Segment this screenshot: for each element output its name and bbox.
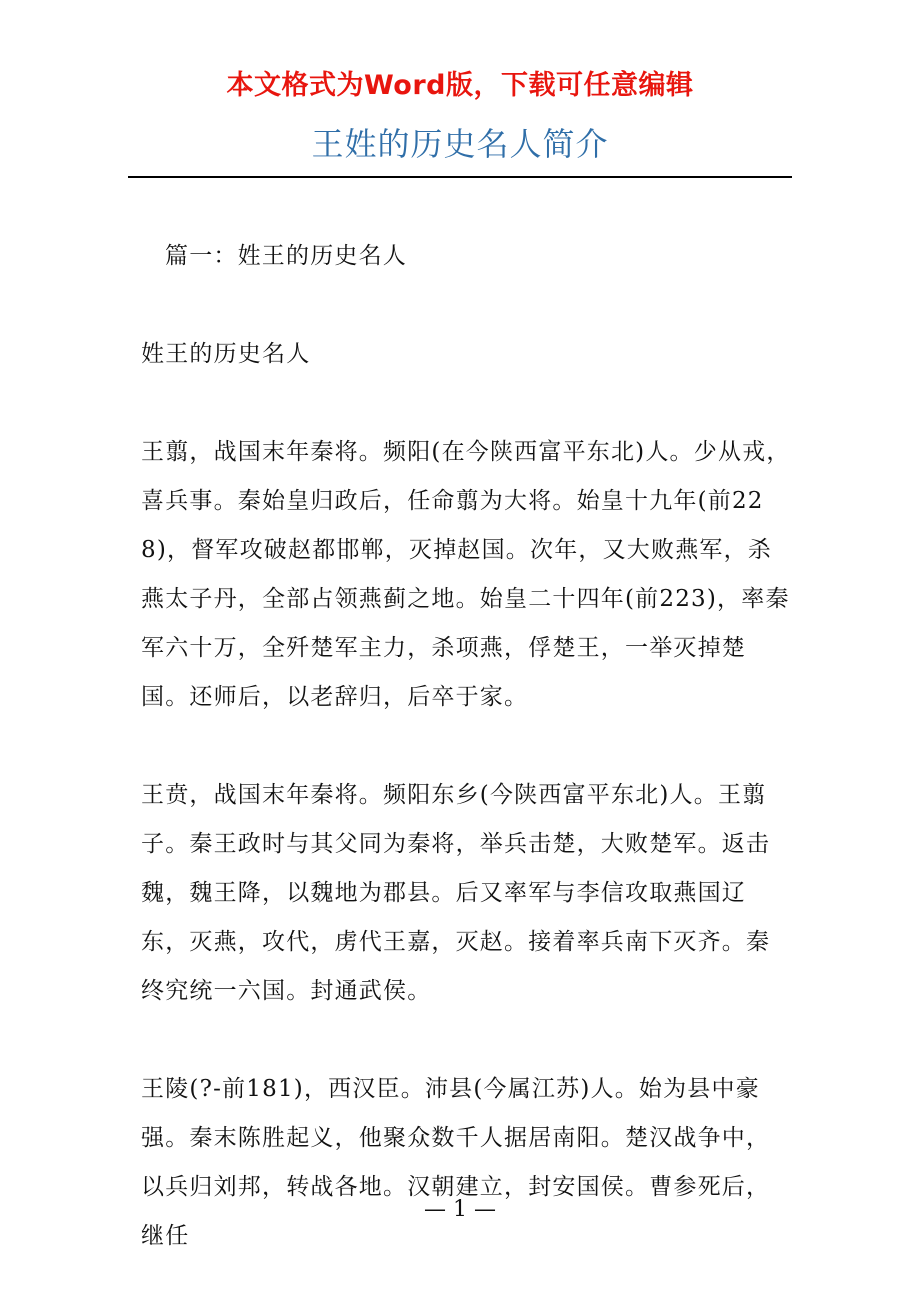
chapter-heading: 篇一：姓王的历史名人 [165, 243, 407, 269]
document-title: 王姓的历史名人简介 [311, 125, 609, 163]
section-heading: 姓王的历史名人 [141, 341, 311, 367]
document-body [141, 232, 791, 1310]
title-divider [128, 176, 792, 178]
paragraph-wang-ling: 王陵(?-前181)，西汉臣。沛县(今属江苏)人。始为县中豪强。秦末陈胜起义，他聚众数千人据居南阳。楚汉战争中，以兵归刘邦，转战各地。汉朝建立，封安国侯。曹参死后，继任 [141, 1076, 771, 1249]
format-notice-banner: 本文格式为Word版，下载可任意编辑 [226, 70, 694, 101]
page-number: — 1 — [424, 1197, 496, 1222]
paragraph-wang-jian: 王翦，战国末年秦将。频阳(在今陕西富平东北)人。少从戎，喜兵事。秦始皇归政后，任命翦为大将。始皇十九年(前228)，督军攻破赵都邯郸，灭掉赵国。次年，又大败燕军，杀燕太子丹，全部占领燕蓟之地。始皇二十四年(前223)，率秦军六十万，全歼楚军主力，杀项燕，俘楚王，一举灭掉楚国。还师后，以老辞归，后卒于家。 [141, 439, 791, 710]
paragraph-wang-ben: 王贲，战国末年秦将。频阳东乡(今陕西富平东北)人。王翦子。秦王政时与其父同为秦将，举兵击楚，大败楚军。返击魏，魏王降，以魏地为郡县。后又率军与李信攻取燕国辽东，灭燕，攻代，虏代王嘉，灭赵。接着率兵南下灭齐。秦终究统一六国。封通武侯。 [141, 782, 771, 1004]
